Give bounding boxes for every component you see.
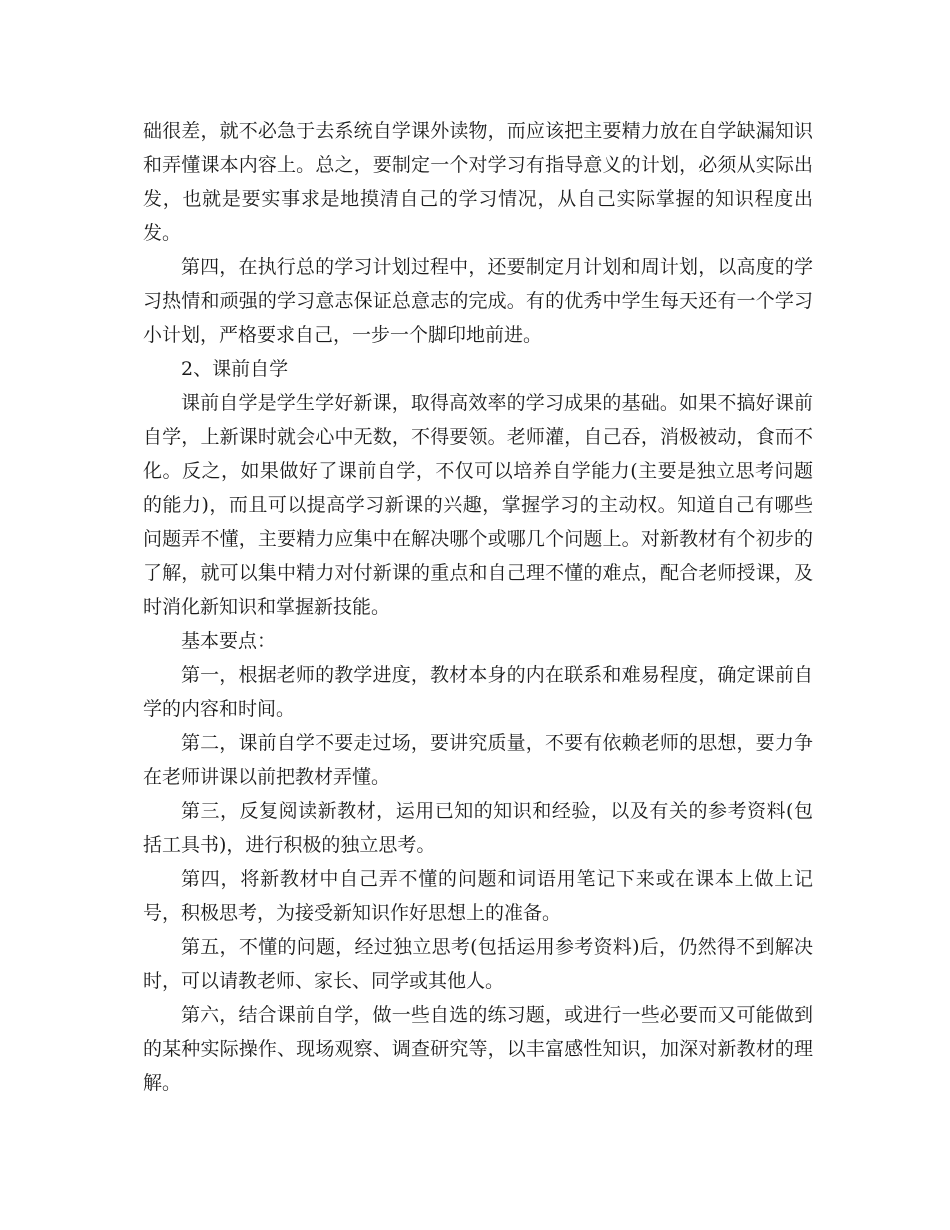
paragraph-preview-study-intro: 课前自学是学生学好新课，取得高效率的学习成果的基础。如果不搞好课前自学，上新课时就会心中无数，不得要领。老师灌，自己吞，消极被动，食而不化。反之，如果做好了课前自学，不仅可以培养自学能力(主要是独立思考问题的能力)，而且可以提高学习新课的兴趣，掌握学习的主动权。知道自己有哪些问题弄不懂，主要精力应集中在解决哪个或哪几个问题上。对新教材有个初步的了解，就可以集中精力对付新课的重点和自己理不懂的难点，配合老师授课，及时消化新知识和掌握新技能。 [143, 392, 813, 618]
subheading-key-points: 基本要点： [181, 630, 277, 652]
paragraph-continuation: 础很差，就不必急于去系统自学课外读物，而应该把主要精力放在自学缺漏知识和弄懂课本内容上。总之，要制定一个对学习有指导意义的计划，必须从实际出发，也就是要实事求是地摸清自己的学习情况，从自己实际掌握的知识程度出发。 [143, 120, 813, 244]
section-heading-preview-study: 2、课前自学 [181, 358, 289, 380]
document-body [143, 114, 813, 1100]
paragraph-point-two: 第二，课前自学不要走过场，要讲究质量，不要有依赖老师的思想，要力争在老师讲课以前把教材弄懂。 [143, 732, 813, 788]
paragraph-point-three: 第三，反复阅读新教材，运用已知的知识和经验，以及有关的参考资料(包括工具书)，进行积极的独立思考。 [143, 800, 813, 856]
paragraph-point-five: 第五，不懂的问题，经过独立思考(包括运用参考资料)后，仍然得不到解决时，可以请教老师、家长、同学或其他人。 [143, 936, 813, 992]
paragraph-fourth-plan: 第四，在执行总的学习计划过程中，还要制定月计划和周计划，以高度的学习热情和顽强的学习意志保证总意志的完成。有的优秀中学生每天还有一个学习小计划，严格要求自己，一步一个脚印地前进。 [143, 256, 813, 346]
paragraph-point-one: 第一，根据老师的教学进度，教材本身的内在联系和难易程度，确定课前自学的内容和时间。 [143, 664, 813, 720]
paragraph-point-four: 第四，将新教材中自己弄不懂的问题和词语用笔记下来或在课本上做上记号，积极思考，为接受新知识作好思想上的准备。 [143, 868, 813, 924]
paragraph-point-six: 第六，结合课前自学，做一些自选的练习题，或进行一些必要而又可能做到的某种实际操作、现场观察、调查研究等，以丰富感性知识，加深对新教材的理解。 [143, 1004, 813, 1094]
